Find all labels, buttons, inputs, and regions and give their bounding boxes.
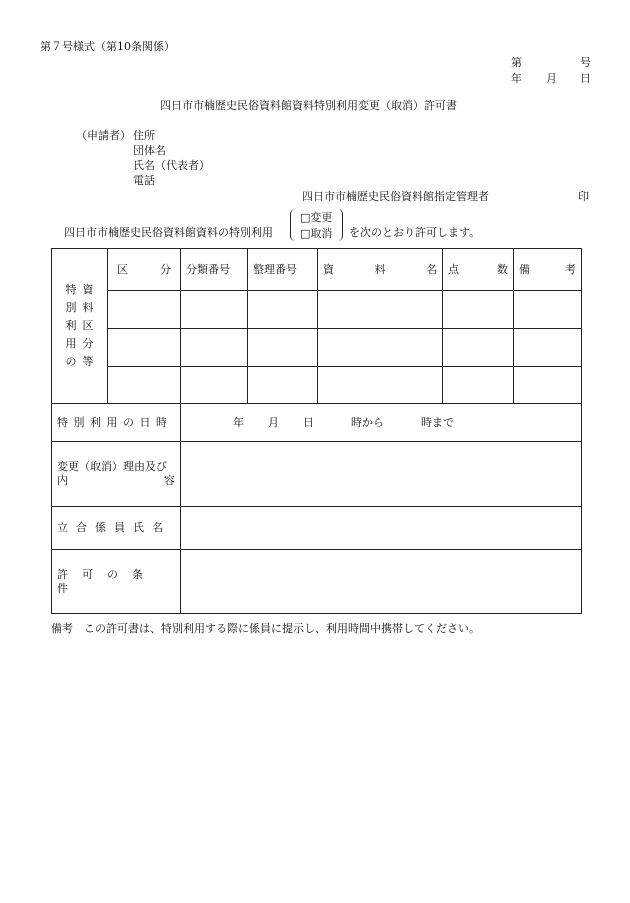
- seal-mark: 印: [578, 190, 589, 203]
- witness-value[interactable]: [181, 507, 582, 550]
- reason-value[interactable]: [181, 442, 582, 507]
- header-biko: 備 考: [514, 249, 582, 291]
- footnote: 備考 この許可書は、特別利用する際に係員に提示し、利用時間中携帯してください。: [51, 622, 480, 635]
- applicant-group: 団体名: [133, 144, 166, 157]
- manager-name: 四日市市楠歴史民俗資料館指定管理者: [302, 190, 489, 203]
- left-brace: [290, 209, 299, 241]
- permit-table: [51, 248, 582, 614]
- applicant-label: （申請者）: [76, 129, 131, 142]
- bunrui-cell[interactable]: [181, 329, 248, 367]
- tensu-cell[interactable]: [443, 367, 514, 404]
- header-kubun: 区 分: [108, 249, 181, 291]
- condition-value[interactable]: [181, 550, 582, 614]
- document-title: 四日市市楠歴史民俗資料館資料特別利用変更（取消）許可書: [160, 99, 457, 112]
- tensu-cell[interactable]: [443, 329, 514, 367]
- header-seiri: 整理番号: [248, 249, 318, 291]
- shiryo-cell[interactable]: [318, 367, 443, 404]
- table-row: [52, 329, 582, 367]
- applicant-phone: 電話: [133, 174, 155, 187]
- datetime-label: 特別利用の日時: [52, 404, 181, 442]
- table-row: [52, 291, 582, 329]
- option-cancel[interactable]: □取消: [300, 227, 333, 240]
- tensu-cell[interactable]: [443, 291, 514, 329]
- witness-label: 立合係員氏名: [52, 507, 181, 550]
- statement-prefix: 四日市市楠歴史民俗資料館資料の特別利用: [64, 226, 273, 239]
- seiri-cell[interactable]: [248, 367, 318, 404]
- date-gatsu: 月: [546, 72, 557, 85]
- biko-cell[interactable]: [514, 291, 582, 329]
- bunrui-cell[interactable]: [181, 367, 248, 404]
- side-label-col1: 特 別 利 用 の: [65, 283, 77, 368]
- kubun-cell[interactable]: [108, 367, 181, 404]
- shiryo-cell[interactable]: [318, 329, 443, 367]
- seiri-cell[interactable]: [248, 329, 318, 367]
- bunrui-cell[interactable]: [181, 291, 248, 329]
- kubun-cell[interactable]: [108, 329, 181, 367]
- kubun-cell[interactable]: [108, 291, 181, 329]
- right-brace: [334, 209, 343, 241]
- doc-no-dai: 第: [511, 56, 522, 69]
- biko-cell[interactable]: [514, 367, 582, 404]
- form-number: 第７号様式（第10条関係）: [40, 40, 175, 53]
- table-row: [52, 367, 582, 404]
- reason-label: 変更（取消）理由及び 内 容: [52, 442, 181, 507]
- date-nichi: 日: [580, 72, 591, 85]
- datetime-value[interactable]: 年 月 日 時から 時まで: [181, 404, 582, 442]
- statement-suffix: を次のとおり許可します。: [349, 226, 481, 239]
- item-category-label: [52, 249, 108, 404]
- doc-no-go: 号: [580, 56, 591, 69]
- option-change[interactable]: □変更: [300, 211, 333, 224]
- date-nen: 年: [511, 72, 522, 85]
- applicant-address: 住所: [133, 129, 155, 142]
- header-bunrui: 分類番号: [181, 249, 248, 291]
- biko-cell[interactable]: [514, 329, 582, 367]
- seiri-cell[interactable]: [248, 291, 318, 329]
- shiryo-cell[interactable]: [318, 291, 443, 329]
- header-shiryo: 資 料 名: [318, 249, 443, 291]
- condition-label: 許可の条件: [52, 550, 181, 614]
- header-tensu: 点 数: [443, 249, 514, 291]
- side-label-col2: 資 料 区 分 等: [82, 283, 94, 368]
- applicant-name: 氏名（代表者）: [133, 159, 210, 172]
